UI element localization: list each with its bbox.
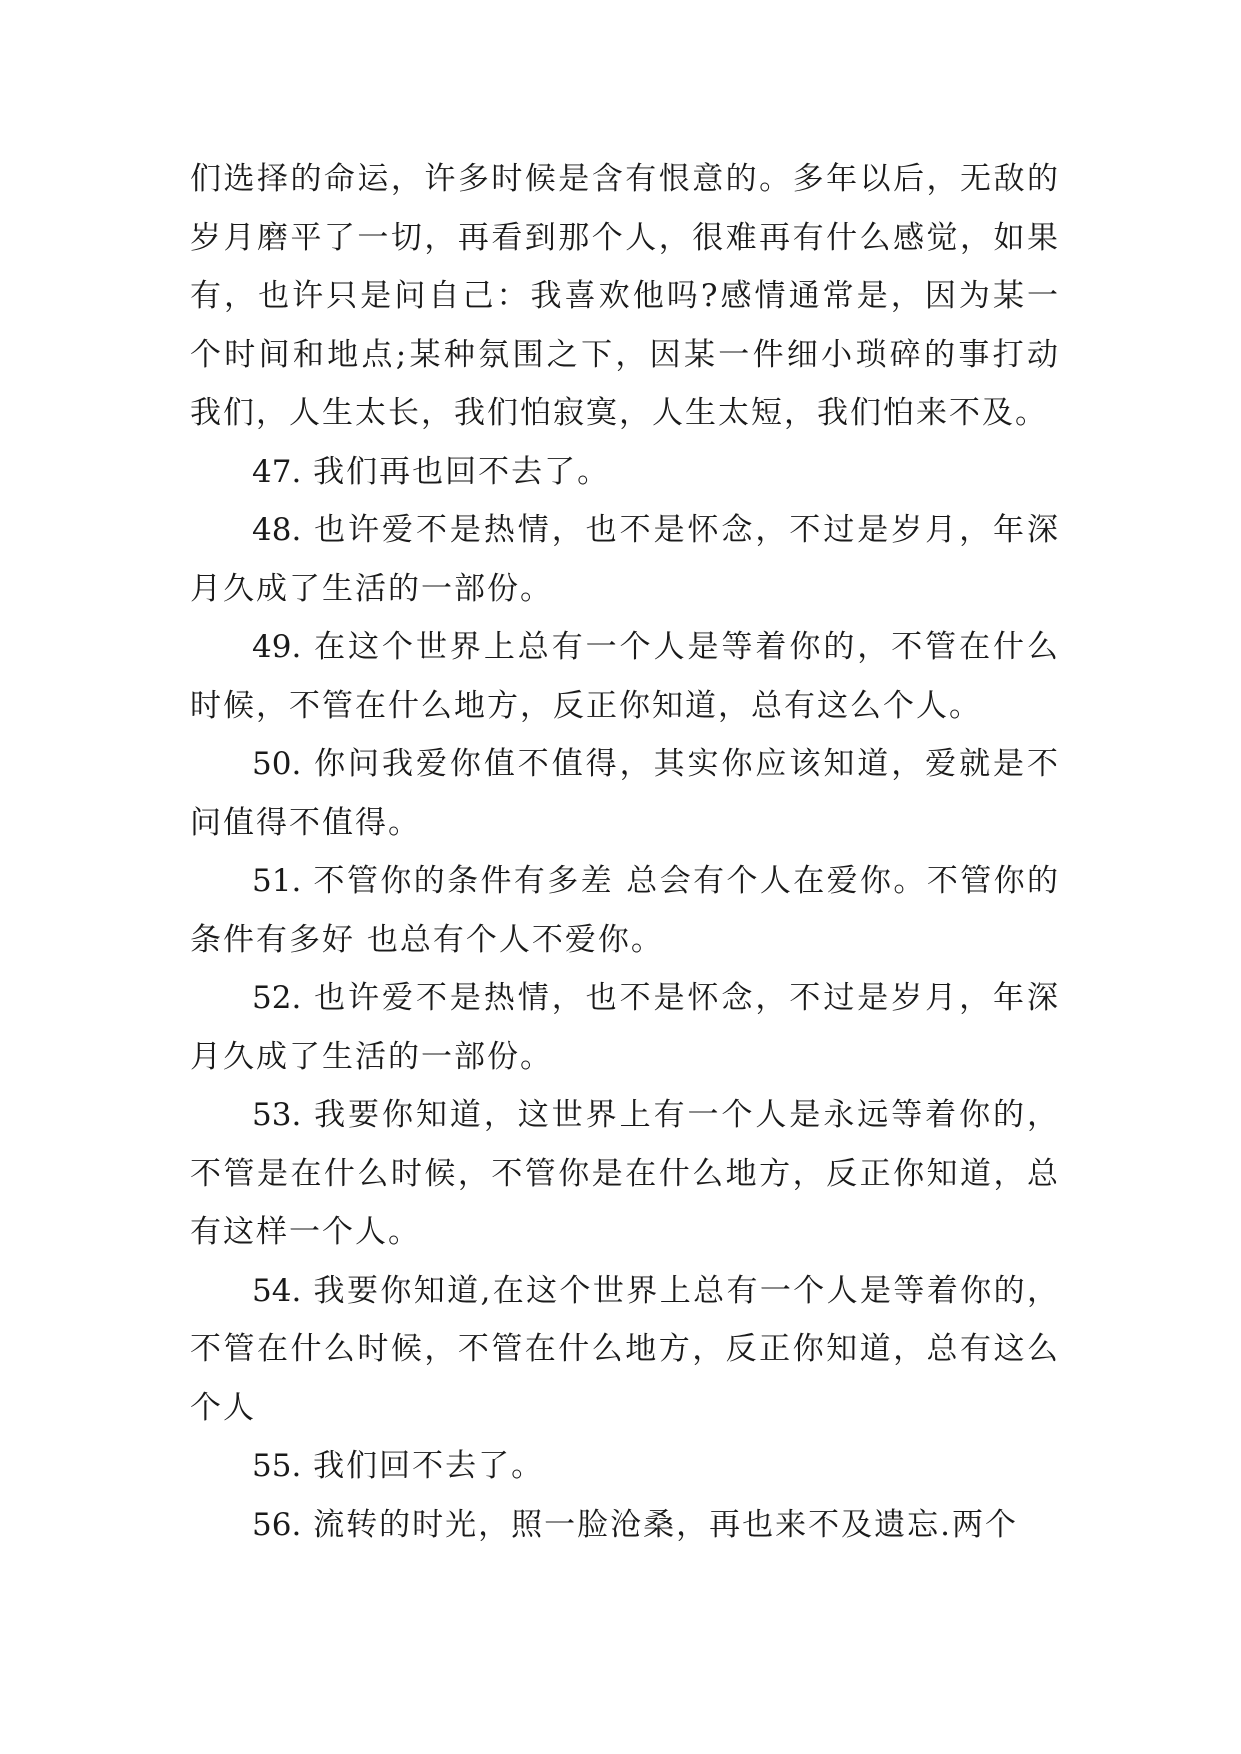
- list-item-53: [190, 1086, 1060, 1262]
- list-item-56: [190, 1496, 1060, 1555]
- item-number: 50.: [252, 746, 302, 782]
- item-number: 47.: [252, 453, 302, 490]
- item-number: 52.: [252, 980, 302, 1016]
- item-number: 48.: [252, 512, 302, 548]
- list-item-52: [190, 969, 1060, 1086]
- item-number: 54.: [252, 1272, 302, 1309]
- item-text: 你问我爱你值不值得，其实你应该知道，爱就是不问值得不值得。: [190, 746, 1060, 841]
- list-item-55: [190, 1437, 1060, 1496]
- item-number: 55.: [252, 1448, 302, 1484]
- list-item-48: [190, 501, 1060, 618]
- item-number: 49.: [252, 629, 302, 665]
- document-body: [190, 150, 1060, 1554]
- item-text: 也许爱不是热情，也不是怀念，不过是岁月，年深月久成了生活的一部份。: [190, 512, 1060, 607]
- item-text: 不管你的条件有多差 总会有个人在爱你。不管你的条件有多好 也总有个人不爱你。: [190, 863, 1060, 958]
- item-text: 我要你知道,在这个世界上总有一个人是等着你的，不管在什么时候，不管在什么地方，反正你知道，总有这么个人: [190, 1272, 1060, 1426]
- item-text: 我们回不去了。: [301, 1448, 545, 1484]
- item-text: 流转的时光，照一脸沧桑，再也来不及遗忘.两个: [301, 1506, 1019, 1543]
- item-number: 51.: [252, 863, 302, 899]
- item-text: 我要你知道，这世界上有一个人是永远等着你的，不管是在什么时候，不管你是在什么地方，反正你知道，总有这样一个人。: [190, 1097, 1060, 1250]
- item-number: 56.: [252, 1506, 302, 1543]
- list-item-50: [190, 735, 1060, 852]
- item-text: 我们再也回不去了。: [301, 453, 611, 490]
- list-item-47: [190, 443, 1060, 502]
- item-text: 在这个世界上总有一个人是等着你的，不管在什么时候，不管在什么地方，反正你知道，总有这么个人。: [190, 629, 1060, 724]
- item-number: 53.: [252, 1097, 302, 1133]
- list-item-51: [190, 852, 1060, 969]
- paragraph-continued: [190, 150, 1060, 443]
- list-item-54: [190, 1262, 1060, 1438]
- item-text: 也许爱不是热情，也不是怀念，不过是岁月，年深月久成了生活的一部份。: [190, 980, 1060, 1075]
- list-item-49: [190, 618, 1060, 735]
- paragraph-text: 们选择的命运，许多时候是含有恨意的。多年以后，无敌的岁月磨平了一切，再看到那个人，很难再有什么感觉，如果有，也许只是问自己：我喜欢他吗?感情通常是，因为某一个时间和地点;某种氛围之下，因某一件细小琐碎的事打动我们，人生太长，我们怕寂寞，人生太短，我们怕来不及。: [190, 161, 1060, 431]
